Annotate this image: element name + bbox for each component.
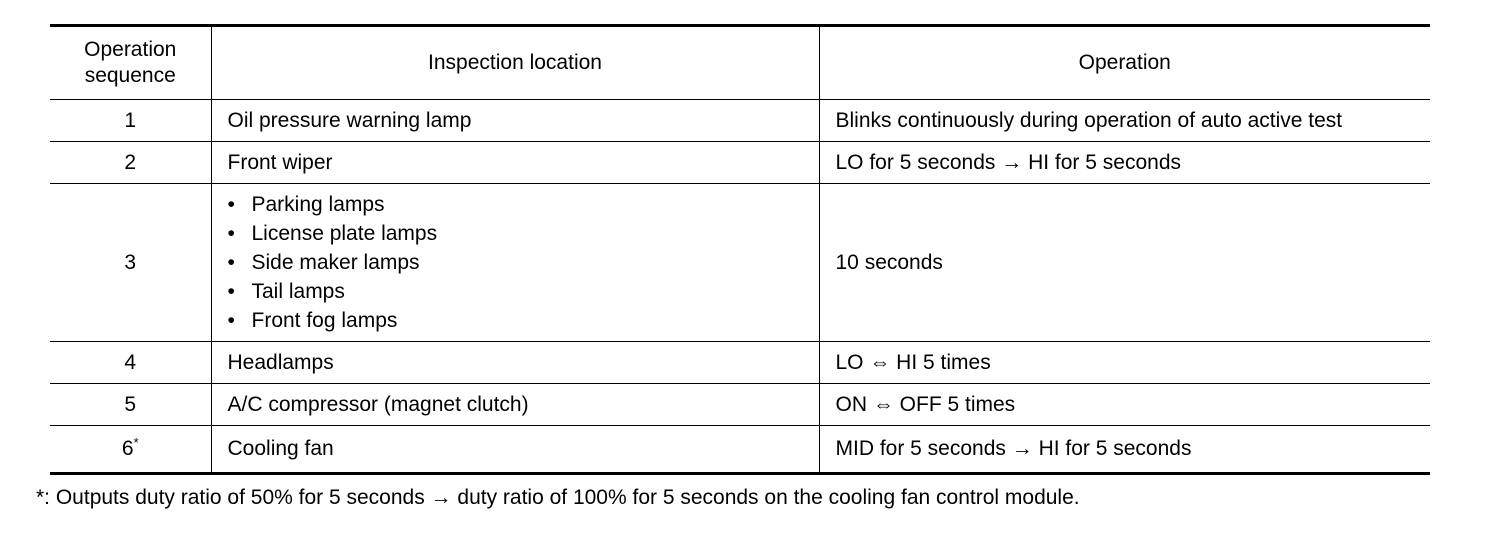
header-operation: Operation <box>819 26 1430 100</box>
table-row <box>50 426 1430 474</box>
header-seq-line2: sequence <box>84 64 176 87</box>
seq-cell <box>50 426 211 474</box>
operation-cell: LO ⇔ HI 5 times <box>819 342 1430 384</box>
operation-cell: MID for 5 seconds → HI for 5 seconds <box>819 426 1430 474</box>
seq-cell: 2 <box>50 142 211 184</box>
table-row <box>50 342 1430 384</box>
lamp-list <box>228 190 803 335</box>
location-cell: A/C compressor (magnet clutch) <box>211 384 819 426</box>
seq-cell: 3 <box>50 184 211 342</box>
header-inspection-location: Inspection location <box>211 26 819 100</box>
list-item: • License plate lamps <box>228 219 803 248</box>
table-row <box>50 100 1430 142</box>
header-row <box>50 26 1430 100</box>
table-row <box>50 142 1430 184</box>
footnote: *: Outputs duty ratio of 50% for 5 seconds → duty ratio of 100% for 5 seconds on the cooling fan control module. <box>36 486 1080 509</box>
location-cell: Oil pressure warning lamp <box>211 100 819 142</box>
seq-cell: 5 <box>50 384 211 426</box>
list-item: • Tail lamps <box>228 277 803 306</box>
operation-cell: LO for 5 seconds → HI for 5 seconds <box>819 142 1430 184</box>
inspection-table <box>50 24 1430 475</box>
operation-cell: Blinks continuously during operation of auto active test <box>819 100 1430 142</box>
location-cell: Headlamps <box>211 342 819 384</box>
operation-cell: 10 seconds <box>819 184 1430 342</box>
location-cell: Cooling fan <box>211 426 819 474</box>
header-operation-sequence <box>50 26 211 100</box>
footnote-mark: * <box>133 435 139 450</box>
table-row <box>50 184 1430 342</box>
seq-cell: 1 <box>50 100 211 142</box>
table-row <box>50 384 1430 426</box>
seq-number: 6 <box>121 437 134 460</box>
location-cell <box>211 184 819 342</box>
header-seq-line1: Operation <box>84 37 177 61</box>
seq-cell: 4 <box>50 342 211 384</box>
list-item: • Parking lamps <box>228 190 803 219</box>
location-cell: Front wiper <box>211 142 819 184</box>
operation-cell: ON ⇔ OFF 5 times <box>819 384 1430 426</box>
list-item: • Front fog lamps <box>228 306 803 335</box>
list-item: • Side maker lamps <box>228 248 803 277</box>
